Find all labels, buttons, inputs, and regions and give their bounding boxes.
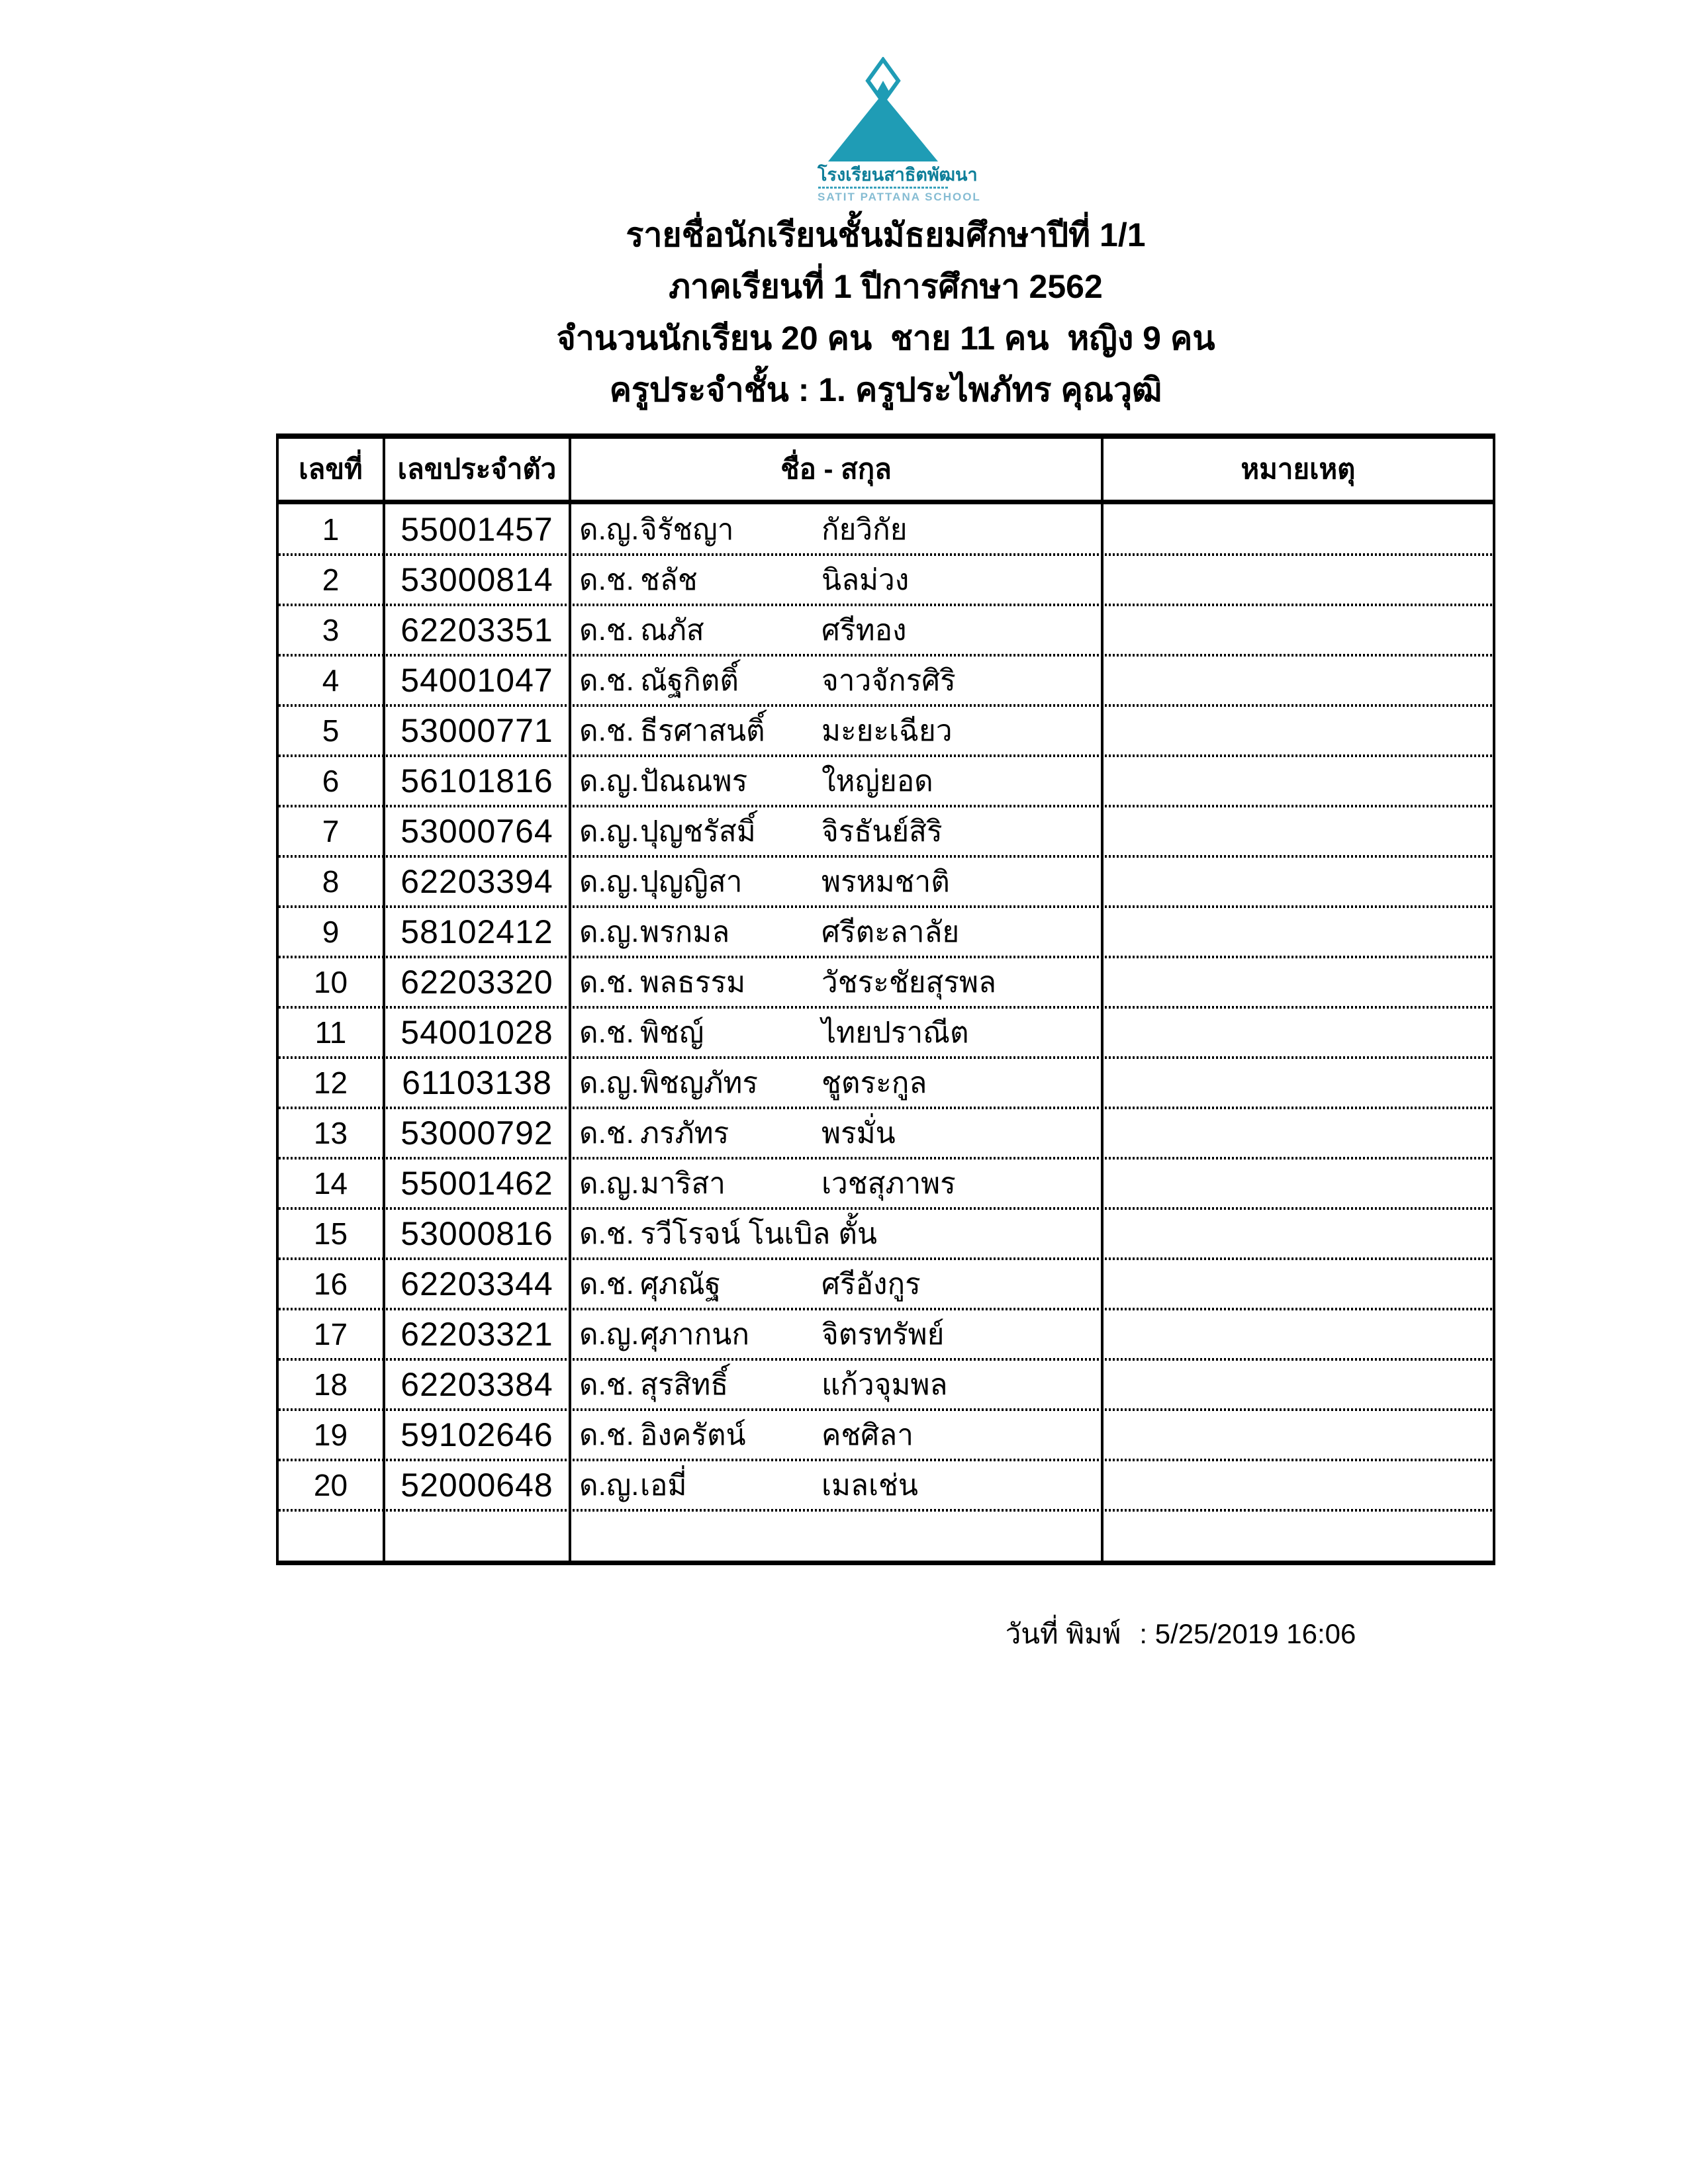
table-row: [279, 1108, 1493, 1158]
student-name-cell: [571, 1158, 1103, 1208]
table-row: [279, 1208, 1493, 1259]
row-number-cell: [279, 1510, 385, 1561]
remark-cell: [1103, 1208, 1493, 1259]
student-name-cell: [571, 856, 1103, 907]
student-id-cell: 62203351: [385, 605, 571, 655]
remark-cell: [1103, 1410, 1493, 1460]
row-number-cell: 20: [279, 1460, 385, 1510]
table-row: [279, 655, 1493, 705]
student-name-cell: [571, 1058, 1103, 1108]
first-name: ปุญญิสา: [640, 866, 743, 898]
print-date-value: : 5/25/2019 16:06: [1139, 1618, 1356, 1649]
row-number-cell: 16: [279, 1259, 385, 1309]
student-name-cell: [571, 1410, 1103, 1460]
remark-cell: [1103, 907, 1493, 957]
row-number-cell: 14: [279, 1158, 385, 1208]
last-name: มะยะเฉียว: [821, 715, 953, 747]
table-row: [279, 1058, 1493, 1108]
student-id-cell: 53000816: [385, 1208, 571, 1259]
student-name-cell: [571, 504, 1103, 555]
student-id-cell: 53000771: [385, 705, 571, 756]
name-prefix: ด.ญ.: [579, 514, 639, 546]
student-id-cell: 55001462: [385, 1158, 571, 1208]
name-prefix: ด.ช.: [579, 715, 634, 747]
student-id-cell: 54001047: [385, 655, 571, 705]
remark-cell: [1103, 1007, 1493, 1058]
first-name: ปุญชรัสมิ์: [640, 815, 756, 848]
row-number-cell: 17: [279, 1309, 385, 1359]
table-row: [279, 1410, 1493, 1460]
name-prefix: ด.ช.: [579, 664, 634, 697]
name-prefix: ด.ญ.: [579, 866, 639, 898]
first-name: พิชญ์: [640, 1017, 704, 1049]
row-number-cell: 10: [279, 957, 385, 1007]
last-name: ชูตระกูล: [821, 1067, 927, 1099]
first-name: ภรภัทร: [640, 1117, 729, 1150]
student-id-cell: 53000792: [385, 1108, 571, 1158]
column-header-no: เลขที่: [279, 439, 385, 500]
student-id-cell: 62203321: [385, 1309, 571, 1359]
name-prefix: ด.ช.: [579, 1419, 634, 1451]
name-prefix: ด.ญ.: [579, 1469, 639, 1502]
print-date-label: วันที่ พิมพ์: [1005, 1618, 1121, 1649]
column-header-name: ชื่อ - สกุล: [571, 439, 1103, 500]
table-row: [279, 555, 1493, 605]
student-count-line: จำนวนนักเรียน 20 คน ชาย 11 คน หญิง 9 คน: [556, 320, 1215, 357]
row-number-cell: 15: [279, 1208, 385, 1259]
remark-cell: [1103, 1359, 1493, 1410]
table-header-row: [279, 439, 1493, 504]
student-id-cell: [385, 1510, 571, 1561]
row-number-cell: 4: [279, 655, 385, 705]
row-number-cell: 5: [279, 705, 385, 756]
remark-cell: [1103, 856, 1493, 907]
student-name-cell: [571, 1259, 1103, 1309]
student-name-cell: [571, 1359, 1103, 1410]
row-number-cell: 8: [279, 856, 385, 907]
name-prefix: ด.ญ.: [579, 815, 639, 848]
column-header-remark: หมายเหตุ: [1241, 453, 1356, 484]
name-prefix: ด.ช.: [579, 1017, 634, 1049]
print-date: [974, 1580, 1356, 1688]
student-id-cell: 62203384: [385, 1359, 571, 1410]
school-name-english: SATIT PATTANA SCHOOL: [818, 191, 981, 203]
table-row: [279, 957, 1493, 1007]
name-prefix: ด.ช.: [579, 1369, 634, 1401]
student-name-cell: [571, 1309, 1103, 1359]
student-name-cell: [571, 555, 1103, 605]
row-number-cell: 1: [279, 504, 385, 555]
student-name-cell: [571, 1460, 1103, 1510]
first-name: พิชญภัทร: [640, 1067, 758, 1099]
last-name: ใหญ่ยอด: [821, 765, 933, 797]
student-name-cell: [571, 655, 1103, 705]
table-row: [279, 1359, 1493, 1410]
name-prefix: ด.ญ.: [579, 765, 639, 797]
school-logo: [818, 57, 981, 203]
student-id-cell: 55001457: [385, 504, 571, 555]
first-name: มาริสา: [640, 1167, 726, 1200]
row-number-cell: 18: [279, 1359, 385, 1410]
first-name: เอมี่: [640, 1469, 687, 1502]
student-name-cell: [571, 605, 1103, 655]
remark-cell: [1103, 555, 1493, 605]
table-row: [279, 705, 1493, 756]
last-name: ศรีอังกูร: [821, 1268, 921, 1300]
row-number-cell: 2: [279, 555, 385, 605]
column-header-student-id: เลขประจำตัว: [385, 439, 571, 500]
student-id-cell: 53000814: [385, 555, 571, 605]
first-name: ปัณณพร: [640, 765, 748, 797]
remark-cell: [1103, 806, 1493, 856]
remark-cell: [1103, 1158, 1493, 1208]
first-name: ศุภณัฐ: [640, 1268, 722, 1300]
first-name: ณภัส: [640, 614, 704, 647]
student-name-cell: [571, 1007, 1103, 1058]
table-row: [279, 856, 1493, 907]
student-id-cell: 52000648: [385, 1460, 571, 1510]
first-name: พลธรรม: [640, 966, 746, 999]
row-number-cell: 6: [279, 756, 385, 806]
remark-cell: [1103, 1058, 1493, 1108]
remark-cell: [1103, 1460, 1493, 1510]
student-id-cell: 62203394: [385, 856, 571, 907]
row-number-cell: 19: [279, 1410, 385, 1460]
row-number-cell: 9: [279, 907, 385, 957]
name-prefix: ด.ช.: [579, 564, 634, 596]
name-prefix: ด.ช.: [579, 614, 634, 647]
student-id-cell: 62203344: [385, 1259, 571, 1309]
student-name-cell: [571, 907, 1103, 957]
student-table: [276, 433, 1495, 1565]
row-number-cell: 12: [279, 1058, 385, 1108]
student-name-cell: [571, 957, 1103, 1007]
last-name: จาวจักรศิริ: [821, 664, 956, 697]
first-name: ศุภากนก: [640, 1318, 749, 1351]
student-name-cell: [571, 705, 1103, 756]
table-row: [279, 1510, 1493, 1561]
student-id-cell: 56101816: [385, 756, 571, 806]
name-prefix: ด.ญ.: [579, 1167, 639, 1200]
remark-cell: [1103, 1309, 1493, 1359]
student-name-cell: [571, 1208, 1103, 1259]
table-row: [279, 756, 1493, 806]
last-name: กัยวิกัย: [821, 514, 908, 546]
last-name: นิลม่วง: [821, 564, 910, 596]
homeroom-teacher-line: ครูประจำชั้น : 1. ครูประไพภัทร คุณวุฒิ: [609, 371, 1162, 408]
school-logo-mark: [818, 57, 950, 163]
first-name: จิรัชญา: [640, 514, 734, 546]
first-name: ณัฐกิตติ์: [640, 664, 739, 697]
remark-cell: [1103, 605, 1493, 655]
last-name: ตั้น: [838, 1218, 877, 1250]
semester-line: ภาคเรียนที่ 1 ปีการศึกษา 2562: [669, 268, 1103, 305]
first-name: สุรสิทธิ์: [640, 1369, 729, 1401]
student-id-cell: 62203320: [385, 957, 571, 1007]
last-name: ศรีตะลาลัย: [821, 916, 960, 948]
page-title: รายชื่อนักเรียนชั้นมัธยมศึกษาปีที่ 1/1: [626, 216, 1146, 253]
first-name: อิงครัตน์: [640, 1419, 746, 1451]
student-id-cell: 58102412: [385, 907, 571, 957]
table-row: [279, 504, 1493, 555]
student-id-cell: 61103138: [385, 1058, 571, 1108]
last-name: เวชสุภาพร: [821, 1167, 956, 1200]
name-prefix: ด.ช.: [579, 1268, 634, 1300]
first-name: ชลัช: [640, 564, 698, 596]
remark-cell: [1103, 1108, 1493, 1158]
name-prefix: ด.ช.: [579, 1218, 634, 1250]
table-row: [279, 907, 1493, 957]
student-name-cell: [571, 1108, 1103, 1158]
table-row: [279, 1460, 1493, 1510]
first-name: ธีรศาสนติ์: [640, 715, 765, 747]
last-name: คชศิลา: [821, 1419, 914, 1451]
name-prefix: ด.ญ.: [579, 1067, 639, 1099]
remark-cell: [1103, 957, 1493, 1007]
last-name: จิรธันย์สิริ: [821, 815, 943, 848]
student-name-cell: [571, 806, 1103, 856]
remark-cell: [1103, 1510, 1493, 1561]
school-name-thai: โรงเรียนสาธิตพัฒนา: [818, 165, 978, 185]
last-name: ศรีทอง: [821, 614, 907, 647]
remark-cell: [1103, 1259, 1493, 1309]
table-row: [279, 806, 1493, 856]
row-number-cell: 3: [279, 605, 385, 655]
table-row: [279, 1158, 1493, 1208]
remark-cell: [1103, 504, 1493, 555]
remark-cell: [1103, 705, 1493, 756]
student-name-cell: [571, 1510, 1103, 1561]
row-number-cell: 13: [279, 1108, 385, 1158]
row-number-cell: 11: [279, 1007, 385, 1058]
student-id-cell: 59102646: [385, 1410, 571, 1460]
student-name-cell: [571, 756, 1103, 806]
name-prefix: ด.ช.: [579, 966, 634, 999]
last-name: วัชระชัยสุรพล: [821, 966, 996, 999]
remark-cell: [1103, 655, 1493, 705]
last-name: พรหมชาติ: [821, 866, 950, 898]
last-name: เมลเช่น: [821, 1469, 918, 1502]
name-prefix: ด.ช.: [579, 1117, 634, 1150]
name-prefix: ด.ญ.: [579, 1318, 639, 1351]
table-row: [279, 1309, 1493, 1359]
logo-triangle-icon: [828, 94, 938, 161]
first-name: พรกมล: [640, 916, 730, 948]
row-number-cell: 7: [279, 806, 385, 856]
table-row: [279, 1007, 1493, 1058]
student-id-cell: 54001028: [385, 1007, 571, 1058]
last-name: พรมั่น: [821, 1117, 896, 1150]
table-row: [279, 605, 1493, 655]
first-name: รวีโรจน์ โนเบิล: [640, 1218, 831, 1250]
last-name: แก้วจุมพล: [821, 1369, 948, 1401]
table-body: [279, 504, 1493, 1561]
last-name: ไทยปราณีต: [821, 1017, 969, 1049]
table-row: [279, 1259, 1493, 1309]
student-id-cell: 53000764: [385, 806, 571, 856]
remark-cell: [1103, 756, 1493, 806]
name-prefix: ด.ญ.: [579, 916, 639, 948]
logo-tagline-rule: [818, 187, 949, 189]
last-name: จิตรทรัพย์: [821, 1318, 945, 1351]
